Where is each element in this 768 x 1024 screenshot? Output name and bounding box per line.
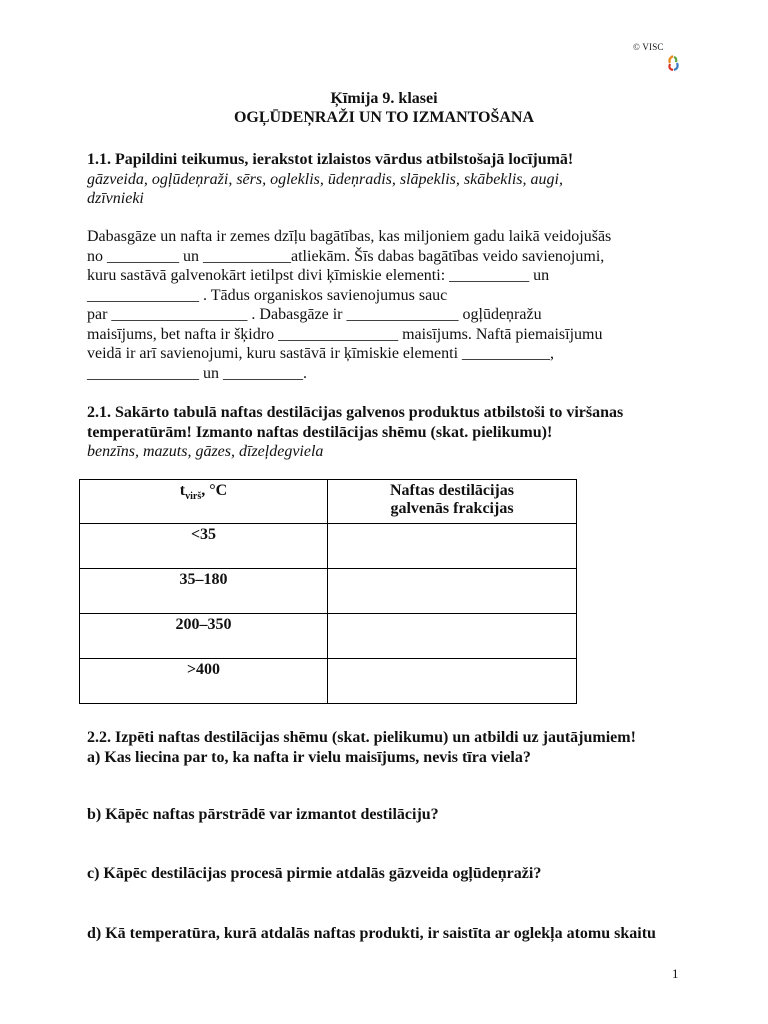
question-b: b) Kāpēc naftas pārstrādē var izmantot destilāciju?	[87, 806, 439, 823]
table-row	[80, 614, 577, 659]
fill-in-text-line: maisījums, bet nafta ir šķidro _______________ maisījums. Naftā piemaisījumu	[87, 326, 603, 343]
document-title: Ķīmija 9. klasei	[330, 90, 438, 107]
fraction-answer-cell[interactable]	[328, 614, 577, 659]
table-row	[80, 569, 577, 614]
task-2-1-words: benzīns, mazuts, gāzes, dīzeļdegviela	[87, 443, 324, 460]
temperature-cell: <35	[80, 524, 328, 569]
task-2-2-prompt: 2.2. Izpēti naftas destilācijas shēmu (skat. pielikumu) un atbildi uz jautājumiem!	[87, 729, 636, 746]
temperature-header: $t_{virš}$, °C	[80, 480, 328, 524]
fraction-answer-cell[interactable]	[328, 524, 577, 569]
question-a: a) Kas liecina par to, ka nafta ir vielu maisījums, nevis tīra viela?	[87, 749, 531, 766]
fill-in-text-line: kuru sastāvā galvenokārt ietilpst divi ķīmiskie elementi: __________ un	[87, 267, 550, 284]
task-2-1-prompt-line2: temperatūrām! Izmanto naftas destilācijas shēmu (skat. pielikumu)!	[87, 424, 553, 441]
fill-in-text-line: ______________ un __________.	[87, 365, 307, 382]
table-header-row	[80, 480, 577, 524]
document-subtitle: OGĻŪDEŅRAŽI UN TO IZMANTOŠANA	[233, 109, 535, 126]
question-d: d) Kā temperatūra, kurā atdalās naftas produkti, ir saistīta ar oglekļa atomu skaitu	[87, 925, 656, 942]
page-number: 1	[672, 966, 679, 981]
task-1-1-words-line1: gāzveida, ogļūdeņraži, sērs, ogleklis, ūdeņradis, slāpeklis, skābeklis, augi,	[87, 171, 563, 188]
fill-in-text-line: veidā ir arī savienojumi, kuru sastāvā ir ķīmiskie elementi ___________,	[87, 345, 555, 362]
task-1-1-prompt: 1.1. Papildini teikumus, ierakstot izlaistos vārdus atbilstošajā locījumā!	[87, 151, 574, 168]
temperature-cell: 200–350	[80, 614, 328, 659]
temperature-cell: 35–180	[80, 569, 328, 614]
temperature-cell: >400	[80, 659, 328, 704]
fill-in-text-line: Dabasgāze un nafta ir zemes dzīļu bagātības, kas miljoniem gadu laikā veidojušās	[87, 228, 612, 245]
question-c: c) Kāpēc destilācijas procesā pirmie atdalās gāzveida ogļūdeņraži?	[87, 865, 542, 882]
distillation-table	[79, 479, 577, 704]
fractions-header: Naftas destilācijas galvenās frakcijas	[328, 480, 577, 524]
table-row	[80, 659, 577, 704]
copyright-notice: © VISC	[633, 42, 664, 52]
table-row	[80, 524, 577, 569]
fraction-answer-cell[interactable]	[328, 659, 577, 704]
fill-in-text-line: par _________________ . Dabasgāze ir ______________ ogļūdeņražu	[87, 306, 542, 323]
fill-in-text-line: ______________ . Tādus organiskos savienojumus sauc	[87, 287, 448, 304]
task-1-1-words-line2: dzīvnieki	[87, 190, 144, 207]
visc-logo-icon	[666, 55, 680, 71]
fill-in-text-line: no _________ un ___________atliekām. Šīs dabas bagātības veido savienojumi,	[87, 248, 605, 265]
fraction-answer-cell[interactable]	[328, 569, 577, 614]
task-2-1-prompt-line1: 2.1. Sakārto tabulā naftas destilācijas galvenos produktus atbilstoši to viršanas	[87, 404, 624, 421]
